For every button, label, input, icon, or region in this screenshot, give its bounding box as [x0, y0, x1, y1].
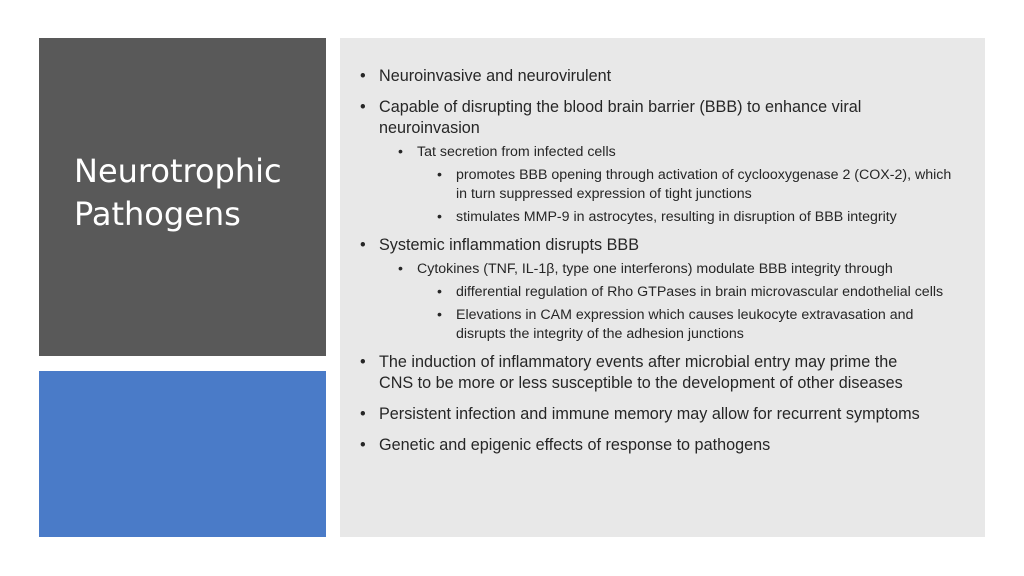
bullet-dot-icon: • [360, 236, 366, 254]
sub-sub-bullet-item [340, 283, 985, 302]
bullet-item [340, 97, 985, 139]
bullet-text: Tat secretion from infected cells [417, 144, 616, 160]
sub-bullet-item [340, 260, 985, 279]
bullet-item [340, 435, 985, 456]
bullet-item [340, 352, 985, 394]
bullet-text: promotes BBB opening through activation of cyclooxygenase 2 (COX-2), which in turn suppressed expression of tight junctions [456, 167, 952, 202]
bullet-dot-icon: • [360, 67, 366, 85]
bullet-text: Genetic and epigenic effects of response to pathogens [379, 436, 771, 454]
bullet-text: The induction of inflammatory events after microbial entry may prime the CNS to be more or less susceptible to the development of other diseases [379, 353, 903, 392]
bullet-dot-icon: • [360, 436, 366, 454]
bullet-dot-icon: • [360, 405, 366, 423]
bullet-text: differential regulation of Rho GTPases in brain microvascular endothelial cells [456, 284, 944, 300]
sub-sub-bullet-item [340, 306, 985, 344]
bullet-item [340, 66, 985, 87]
bullet-item [340, 404, 985, 425]
bullet-text: Cytokines (TNF, IL-1β, type one interferons) modulate BBB integrity through [417, 261, 893, 277]
title-panel [39, 38, 326, 356]
bullet-text: Systemic inflammation disrupts BBB [379, 236, 639, 254]
bullet-dot-icon: • [398, 144, 403, 160]
bullet-text: Capable of disrupting the blood brain barrier (BBB) to enhance viral neuroinvasion [379, 98, 862, 137]
bullet-list [340, 66, 985, 466]
content-panel [340, 38, 985, 537]
bullet-dot-icon: • [437, 284, 442, 300]
bullet-dot-icon: • [437, 209, 442, 225]
accent-panel [39, 371, 326, 537]
slide-title: Neurotrophic Pathogens [74, 152, 282, 233]
bullet-item [340, 235, 985, 256]
bullet-dot-icon: • [437, 167, 442, 183]
bullet-text: stimulates MMP-9 in astrocytes, resulting in disruption of BBB integrity [456, 209, 897, 225]
sub-bullet-item [340, 143, 985, 162]
bullet-text: Neuroinvasive and neurovirulent [379, 67, 612, 85]
bullet-text: Persistent infection and immune memory may allow for recurrent symptoms [379, 405, 920, 423]
sub-sub-bullet-item [340, 208, 985, 227]
bullet-dot-icon: • [398, 261, 403, 277]
sub-sub-bullet-item [340, 166, 985, 204]
bullet-text: Elevations in CAM expression which causes leukocyte extravasation and disrupts the integrity of the adhesion junctions [456, 307, 914, 342]
bullet-dot-icon: • [360, 353, 366, 371]
bullet-dot-icon: • [360, 98, 366, 116]
bullet-dot-icon: • [437, 307, 442, 323]
